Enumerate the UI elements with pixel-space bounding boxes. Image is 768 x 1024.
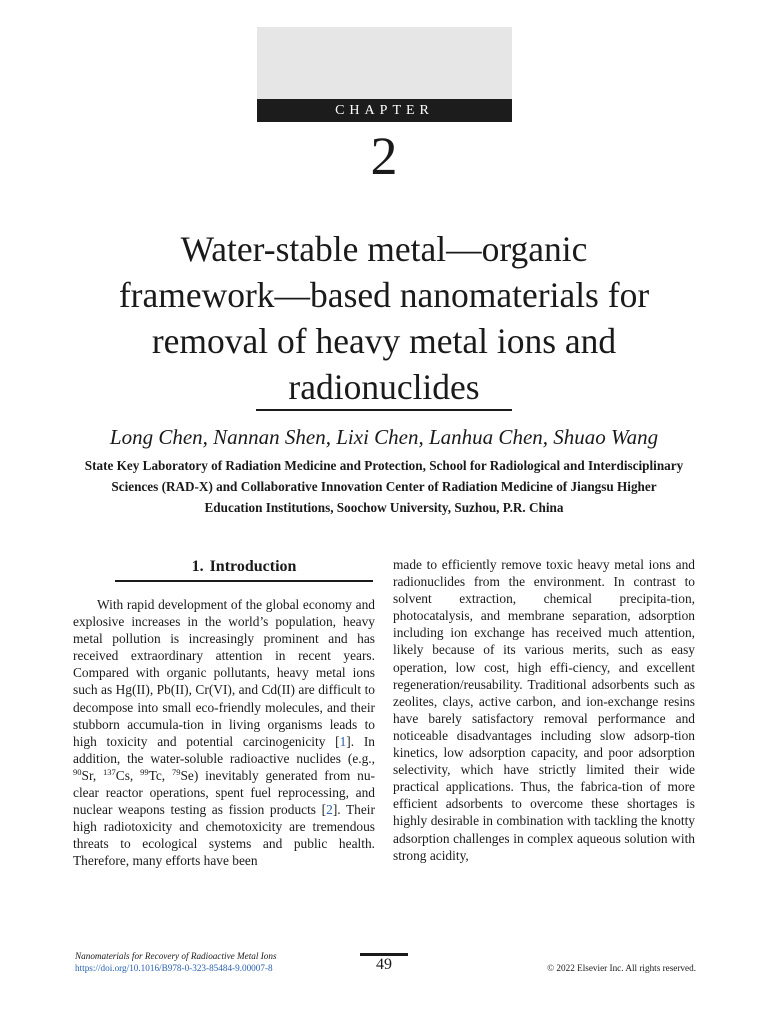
author-list: Long Chen, Nannan Shen, Lixi Chen, Lanhua Chen, Shuao Wang — [109, 425, 659, 449]
footer-doi-link[interactable]: https://doi.org/10.1016/B978-0-323-85484-9.00007-8 — [75, 963, 273, 973]
paragraph-text: Se) inevitably generated from nu-clear reactor operations, spent fuel reprocessing, and nuclear weapons testing as fission products [ — [73, 767, 375, 818]
section-number: 1. — [191, 558, 204, 575]
superscript-137: 137 — [103, 766, 116, 777]
superscript-99: 99 — [140, 766, 149, 777]
footer-copyright: © 2022 Elsevier Inc. All rights reserved. — [547, 963, 696, 973]
section-title: Introduction — [209, 558, 297, 575]
intro-paragraph — [73, 596, 375, 870]
element-cs: Cs, — [115, 767, 141, 783]
right-column — [393, 556, 695, 864]
title-underline — [256, 409, 512, 411]
left-column — [73, 556, 375, 870]
paragraph-text: ]. In addition, the water-soluble radioactive nuclides (e.g., — [73, 733, 375, 766]
title-line-1: Water-stable metal—organic — [180, 229, 588, 269]
superscript-90: 90 — [73, 766, 82, 777]
chapter-label: CHAPTER — [257, 99, 512, 122]
element-sr: Sr, — [81, 767, 104, 783]
affiliation-line-2: Sciences (RAD-X) and Collaborative Innovation Center of Radiation Medicine of Jiangsu Higher — [111, 479, 657, 494]
element-tc: Tc, — [148, 767, 172, 783]
citation-link-2[interactable]: 2 — [326, 802, 333, 818]
paragraph-text: ]. Their high radiotoxicity and chemotoxicity are tremendous threats to ecological systems and public health. Therefore, many efforts have been — [73, 802, 375, 869]
chapter-header-box — [257, 27, 512, 122]
paragraph-text: With rapid development of the global economy and explosive increases in the world’s population, heavy metal pollution is increasingly prominent and has received extraordinary attention in recent years. Compared with organic pollutants, heavy metal ions such as Hg(II), Pb(II), Cr(VI), and Cd(II) are difficult to decompose into small eco-friendly molecules, and their stubborn accumula-tion in living organisms leads to high toxicity and potential carcinogenicity [ — [73, 597, 375, 749]
superscript-79: 79 — [171, 766, 181, 777]
chapter-title — [100, 226, 668, 410]
title-line-2: framework—based nanomaterials for — [118, 275, 650, 315]
title-line-3: removal of heavy metal ions and — [151, 321, 617, 361]
section-heading — [115, 556, 373, 582]
continued-paragraph: made to efficiently remove toxic heavy metal ions and radionuclides from the environment. In contrast to solvent extraction, chemical precipita-tion, photocatalysis, and membrane separation, adsorption including ion exchange has received much attention, likely because of its various merits, such as easy operation, low cost, high effi-ciency, and excellent regeneration/reusability. Traditional adsorbents such as zeolites, clays, active carbon, and ion-exchange resins have barely satisfactory removal performance and noticeable disadvantages including slow adsorp-tion kinetics, low adsorption capacity, and poor adsorption selectivity, which have strictly limited their wide practical applications. Thus, the fabrica-tion of more efficient adsorbents to overcome these shortages is highly desirable in combination with tackling the knotty adsorption challenges in complex aqueous solution with strong acidity, — [393, 557, 695, 863]
affiliation-line-1: State Key Laboratory of Radiation Medicine and Protection, School for Radiological and Interdisciplinary — [84, 458, 684, 473]
title-line-4: radionuclides — [288, 367, 480, 407]
affiliation — [62, 455, 706, 518]
chapter-number: 2 — [370, 126, 398, 186]
footer-book-title: Nanomaterials for Recovery of Radioactive Metal Ions — [75, 951, 277, 961]
affiliation-line-3: Education Institutions, Soochow University, Suzhou, P.R. China — [204, 500, 564, 515]
citation-link-1[interactable]: 1 — [339, 733, 347, 749]
page-number: 49 — [376, 956, 392, 973]
